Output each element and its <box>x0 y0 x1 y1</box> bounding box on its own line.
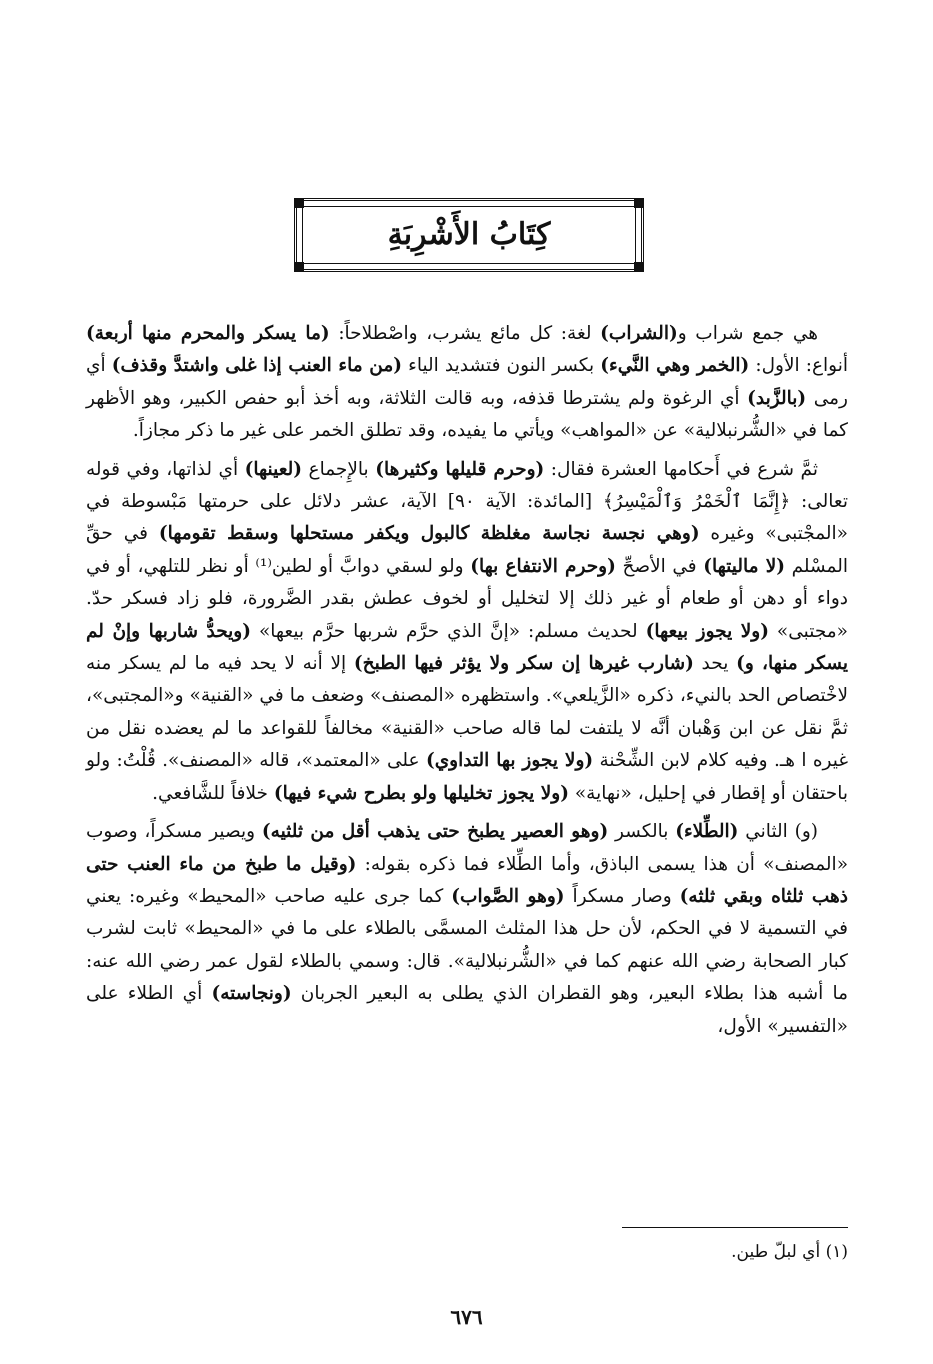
bold-matn-text: (بالزَّبد) <box>747 387 807 409</box>
paragraph <box>86 318 848 448</box>
commentary-text: ولو لسقي دوابَّ أو لطين <box>271 555 471 577</box>
bold-matn-text: (ولا يجوز تخليلها ولو بطرح شيء فيها) <box>273 782 569 804</box>
commentary-text: إلا أنه لا يحد فيه ما لم يسكر منه لاخْتصاص الحد بالنيء، ذكره «الزَّيلعي». واستظهره «المصنف» وضعف ما في «القنية» و«المجتبى»، ثمَّ نقل عن ابن وَهْبان أنَّه لا يلتفت لما قاله صاحب «القنية» مخالفاً للقواعد ما لم يعضده نقل من غيره ا هـ. وفيه كلام لابن الشِّحْنة <box>86 653 848 772</box>
page-number: ٦٧٦ <box>450 1305 483 1329</box>
commentary-text: أي الطلاء على «التفسير» الأول، <box>86 983 848 1037</box>
bold-matn-text: (الطِّلاء) <box>675 821 739 843</box>
bold-matn-text: (ولا يجوز بها التداوي) <box>425 750 594 772</box>
bold-matn-text: (وهو الصَّواب) <box>451 885 565 907</box>
frame-corner-ornament <box>634 198 644 208</box>
bold-matn-text: (وحرم الانتفاع بها) <box>470 555 616 577</box>
paragraph <box>86 454 848 810</box>
commentary-text: بكسر النون فتشديد الياء <box>402 355 601 377</box>
commentary-text: أي رمى <box>86 355 848 409</box>
commentary-text: كما جرى عليه صاحب «المحيط» وغيره: يعني في التسمية لا في الحكم، لأن حل هذا المثلث المسمَّى بالطلاء على ما في «المحيط» ثابت لشرب كبار الصحابة رضي الله عنهم كما في «الشُّرنبلالية». قال: وسمي بالطلاء لقول عمر رضي الله عنه: ما أشبه هذا بطلاء البعير، وهو القطران الذي يطلى به البعير الجربان <box>86 885 848 1005</box>
commentary-text: وصار مسكراً <box>564 885 680 907</box>
commentary-text: خلافاً للشَّافعي. <box>152 782 274 804</box>
commentary-text: بالكسر <box>608 821 676 843</box>
frame-corner-ornament <box>294 262 304 272</box>
bold-matn-text: (وحرم قليلها وكثيرها) <box>375 458 545 480</box>
commentary-text: بالإِجماع <box>302 458 376 480</box>
bold-matn-text: (ولا يجوز بيعها) <box>645 620 769 642</box>
commentary-text: ⁽¹⁾ <box>255 555 272 577</box>
commentary-text: أي الرغوة ولم يشترطا قذفه، وبه قالت الثلاثة، وبه أخذ أبو حفص الكبير، وهو الأظهر كما في «الشُّرنبلالية» عن «المواهب» ويأتي ما يفيده، وقد تطلق الخمر على غير ما ذكر مجازاً. <box>86 387 848 442</box>
bold-matn-text: (الخمر وهي النَّيء) <box>600 355 750 377</box>
commentary-text: أي لذاتها، وفي قوله تعالى: ﴿إِنَّمَا ٱلْخَمْرُ وَٱلْمَيْسِرُ﴾ [المائدة: الآية ٩٠] الآية، عشر دلائل على حرمتها مَبْسوطة في «المجْتبى» وغيره <box>86 458 848 545</box>
paragraph <box>86 816 848 1043</box>
commentary-text: في الأصحِّ <box>615 555 704 577</box>
chapter-title: كِتَابُ الأَشْرِبَةِ <box>387 217 551 252</box>
commentary-text: (و) الثاني <box>738 821 818 843</box>
commentary-text: يحد <box>693 653 737 675</box>
commentary-text: في حقِّ المسْلم <box>86 523 849 577</box>
commentary-text: على «المعتمد»، قاله «المصنف». قُلْتُ: ولو باحتقان أو إقطار في إحليل، «نهاية» <box>86 750 848 804</box>
bold-matn-text: (الشراب) <box>600 323 678 344</box>
bold-matn-text: (من ماء العنب إذا غلى واشتدَّ وقذف) <box>111 355 403 377</box>
commentary-text: لغة: كل مائع يشرب، واصْطلاحاً: <box>329 323 601 344</box>
bold-matn-text: (ونجاسته) <box>211 983 292 1005</box>
commentary-text: أو نظر للتلهي، أو في دواء أو دهن أو طعام أو غير ذلك إلا لتخليل أو لخوف عطش بقدر الضَّرورة، فلو زاد فسكر حدّ. «مجتبى» <box>86 555 848 642</box>
footnote: (١) أي لبلّ طين. <box>731 1242 848 1262</box>
bold-matn-text: (وهو العصير يطبخ حتى يذهب أقل من ثلثيه) <box>261 821 609 843</box>
bold-matn-text: (لعينها) <box>244 458 303 480</box>
bold-matn-text: (ما يسكر والمحرم منها أربعة) <box>86 323 330 344</box>
commentary-text: لحديث مسلم: «إنَّ الذي حرَّم شربها حرَّم بيعها» <box>251 620 646 642</box>
bold-matn-text: (وقيل ما طبخ من ماء العنب حتى ذهب ثلثاه وبقي ثلثه) <box>86 853 848 907</box>
commentary-text: ويصير مسكراً، وصوب «المصنف» أن هذا يسمى الباذق، وأما الطِّلاء فما ذكره بقوله: <box>86 821 849 875</box>
bold-matn-text: (شارب غيرها إن سكر ولا يؤثر فيها الطبخ) <box>353 653 694 675</box>
main-text <box>86 318 848 1049</box>
commentary-text: أنواع: الأول: <box>749 355 848 377</box>
bold-matn-text: (لا ماليتها) <box>703 555 785 577</box>
footnote-separator <box>622 1227 848 1228</box>
bold-matn-text: (وهي نجسة نجاسة مغلظة كالبول ويكفر مستحلها وسقط تقومها) <box>158 523 700 545</box>
commentary-text: هي جمع شراب و <box>677 323 818 344</box>
frame-corner-ornament <box>294 198 304 208</box>
commentary-text: ثمَّ شرع في أَحكامها العشرة فقال: <box>544 458 818 480</box>
chapter-title-frame <box>294 198 644 272</box>
bold-matn-text: (ويحدُّ شاربها وإنْ لم يسكر منها، و) <box>86 620 848 675</box>
frame-corner-ornament <box>634 262 644 272</box>
